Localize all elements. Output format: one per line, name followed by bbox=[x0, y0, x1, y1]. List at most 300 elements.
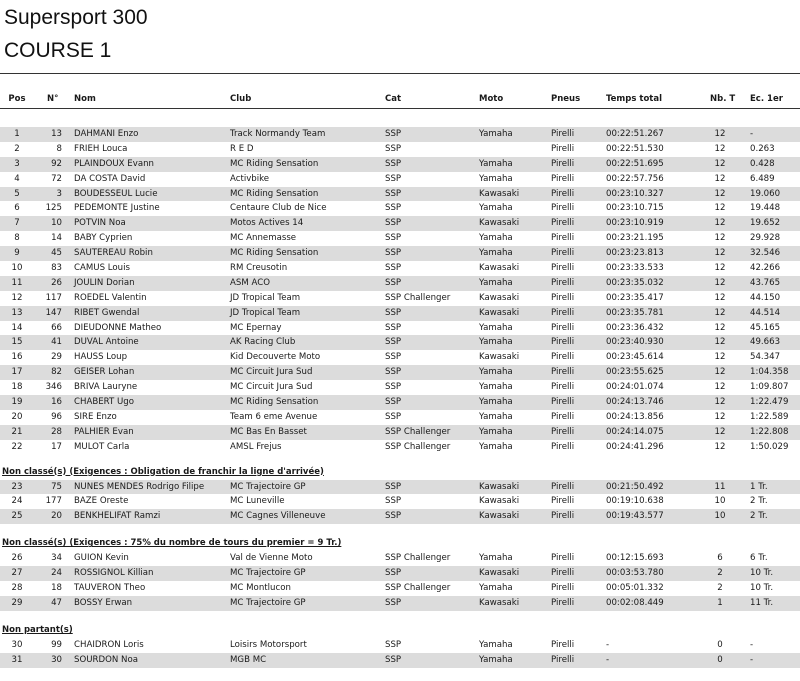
cell-temps: 00:24:13.746 bbox=[606, 397, 664, 408]
cell-moto: Yamaha bbox=[479, 129, 513, 139]
cell-nom: DA COSTA David bbox=[74, 173, 146, 184]
cell-num: 83 bbox=[51, 263, 62, 274]
cell-cat: SSP bbox=[385, 322, 402, 333]
header-club: Club bbox=[230, 94, 252, 104]
cell-nom: HAUSS Loup bbox=[74, 352, 128, 363]
cell-cat: SSP bbox=[385, 654, 402, 665]
cell-temps: 00:24:14.075 bbox=[606, 426, 664, 437]
cell-pos: 13 bbox=[11, 307, 23, 318]
cell-cat: SSP bbox=[385, 173, 402, 184]
cell-cat: SSP bbox=[385, 397, 402, 408]
table-row bbox=[0, 246, 800, 261]
cell-pos: 14 bbox=[11, 322, 23, 333]
cell-pos: 30 bbox=[11, 639, 23, 650]
cell-num: 41 bbox=[51, 337, 62, 348]
cell-nom: GEISER Lohan bbox=[74, 367, 135, 378]
cell-temps: 00:23:35.781 bbox=[606, 307, 664, 318]
cell-club: Motos Actives 14 bbox=[230, 218, 304, 229]
cell-ec: 1:04.358 bbox=[750, 367, 789, 378]
cell-num: 92 bbox=[51, 158, 62, 169]
section-spacer bbox=[0, 611, 800, 623]
cell-moto: Yamaha bbox=[479, 441, 513, 452]
cell-ec: 10 Tr. bbox=[750, 583, 774, 594]
cell-ec: 1:50.029 bbox=[750, 441, 789, 452]
cell-temps: 00:23:23.813 bbox=[606, 248, 664, 259]
cell-pos: 24 bbox=[11, 496, 23, 507]
table-row bbox=[0, 157, 800, 172]
table-row bbox=[0, 350, 800, 365]
cell-nom: BENKHELIFAT Ramzi bbox=[74, 511, 161, 522]
cell-nbt: 12 bbox=[714, 158, 726, 169]
cell-num: 13 bbox=[51, 129, 62, 139]
cell-nbt: 12 bbox=[714, 129, 726, 139]
cell-moto: Kawasaki bbox=[479, 511, 520, 522]
cell-ec: 10 Tr. bbox=[750, 568, 774, 579]
cell-pos: 10 bbox=[11, 263, 23, 274]
cell-nom: BOSSY Erwan bbox=[74, 597, 133, 608]
cell-pos: 21 bbox=[11, 426, 23, 437]
cell-num: 96 bbox=[51, 411, 62, 422]
cell-nbt: 12 bbox=[714, 307, 726, 318]
cell-nom: JOULIN Dorian bbox=[74, 277, 135, 288]
cell-nbt: 12 bbox=[714, 233, 726, 244]
cell-club: R E D bbox=[230, 143, 254, 154]
table-row bbox=[0, 566, 800, 581]
section-spacer bbox=[0, 455, 800, 465]
cell-nbt: 2 bbox=[717, 568, 723, 579]
cell-cat: SSP bbox=[385, 382, 402, 393]
table-row bbox=[0, 127, 800, 142]
cell-pos: 4 bbox=[14, 173, 20, 184]
cell-pneus: Pirelli bbox=[551, 639, 575, 650]
cell-temps: - bbox=[606, 654, 610, 665]
cell-moto: Yamaha bbox=[479, 397, 513, 408]
cell-nom: POTVIN Noa bbox=[74, 218, 126, 229]
cell-temps: 00:24:01.074 bbox=[606, 382, 664, 393]
cell-pos: 6 bbox=[14, 203, 20, 214]
cell-pos: 31 bbox=[11, 654, 23, 665]
cell-temps: 00:22:51.267 bbox=[606, 129, 664, 139]
cell-cat: SSP bbox=[385, 411, 402, 422]
cell-pneus: Pirelli bbox=[551, 292, 575, 303]
cell-cat: SSP bbox=[385, 307, 402, 318]
cell-cat: SSP Challenger bbox=[385, 441, 451, 452]
cell-nom: GUION Kevin bbox=[74, 553, 129, 564]
cell-club: MC Riding Sensation bbox=[230, 248, 319, 259]
cell-num: 45 bbox=[51, 248, 62, 259]
cell-pos: 2 bbox=[14, 143, 20, 154]
cell-nom: BAZE Oreste bbox=[74, 496, 129, 507]
cell-moto: Yamaha bbox=[479, 277, 513, 288]
table-row bbox=[0, 187, 800, 202]
cell-moto: Yamaha bbox=[479, 382, 513, 393]
cell-cat: SSP bbox=[385, 337, 402, 348]
header-rule bbox=[0, 108, 800, 109]
cell-club: MC Riding Sensation bbox=[230, 158, 319, 169]
cell-ec: 19.652 bbox=[750, 218, 781, 229]
cell-ec: - bbox=[750, 639, 754, 650]
cell-ec: 49.663 bbox=[750, 337, 781, 348]
cell-club: Val de Vienne Moto bbox=[230, 553, 313, 564]
cell-nom: DIEUDONNE Matheo bbox=[74, 322, 162, 333]
cell-nbt: 0 bbox=[717, 654, 723, 665]
cell-temps: 00:23:35.417 bbox=[606, 292, 664, 303]
cell-club: MC Luneville bbox=[230, 496, 285, 507]
cell-temps: 00:05:01.332 bbox=[606, 583, 664, 594]
cell-pneus: Pirelli bbox=[551, 441, 575, 452]
cell-nom: DUVAL Antoine bbox=[74, 337, 139, 348]
cell-pos: 16 bbox=[11, 352, 23, 363]
cell-ec: 11 Tr. bbox=[750, 597, 774, 608]
cell-moto: Yamaha bbox=[479, 426, 513, 437]
cell-num: 10 bbox=[51, 218, 62, 229]
cell-pos: 20 bbox=[11, 411, 23, 422]
cell-pos: 7 bbox=[14, 218, 20, 229]
cell-temps: 00:22:51.695 bbox=[606, 158, 664, 169]
cell-pneus: Pirelli bbox=[551, 322, 575, 333]
cell-pneus: Pirelli bbox=[551, 411, 575, 422]
cell-pos: 1 bbox=[14, 129, 20, 139]
cell-num: 66 bbox=[51, 322, 62, 333]
cell-moto: Kawasaki bbox=[479, 496, 520, 507]
cell-nbt: 12 bbox=[714, 441, 726, 452]
cell-moto: Kawasaki bbox=[479, 481, 520, 492]
table-row bbox=[0, 335, 800, 350]
cell-temps: 00:21:50.492 bbox=[606, 481, 664, 492]
table-row bbox=[0, 638, 800, 653]
document-title: Supersport 300 bbox=[4, 6, 148, 29]
cell-nbt: 1 bbox=[717, 597, 723, 608]
cell-num: 147 bbox=[45, 307, 62, 318]
cell-moto: Kawasaki bbox=[479, 263, 520, 274]
table-row bbox=[0, 395, 800, 410]
table-row bbox=[0, 596, 800, 611]
cell-club: AK Racing Club bbox=[230, 337, 296, 348]
cell-nom: PLAINDOUX Evann bbox=[74, 158, 154, 169]
header-ec: Ec. 1er bbox=[750, 94, 783, 104]
cell-pneus: Pirelli bbox=[551, 597, 575, 608]
cell-nbt: 12 bbox=[714, 337, 726, 348]
cell-pos: 9 bbox=[14, 248, 20, 259]
cell-moto: Kawasaki bbox=[479, 188, 520, 199]
cell-pneus: Pirelli bbox=[551, 426, 575, 437]
header-cat: Cat bbox=[385, 94, 402, 104]
cell-nom: RIBET Gwendal bbox=[74, 307, 140, 318]
header-num: N° bbox=[47, 94, 59, 104]
cell-num: 3 bbox=[56, 188, 62, 199]
cell-temps: 00:22:57.756 bbox=[606, 173, 664, 184]
table-row bbox=[0, 306, 800, 321]
cell-moto: Yamaha bbox=[479, 367, 513, 378]
cell-pos: 12 bbox=[11, 292, 23, 303]
cell-ec: 44.150 bbox=[750, 292, 781, 303]
cell-num: 346 bbox=[45, 382, 62, 393]
cell-pos: 3 bbox=[14, 158, 20, 169]
cell-num: 17 bbox=[51, 441, 62, 452]
cell-cat: SSP bbox=[385, 233, 402, 244]
cell-temps: 00:24:41.296 bbox=[606, 441, 664, 452]
cell-club: Kid Decouverte Moto bbox=[230, 352, 321, 363]
cell-num: 99 bbox=[51, 639, 62, 650]
section-spacer bbox=[0, 524, 800, 536]
cell-nom: MULOT Carla bbox=[74, 441, 130, 452]
cell-pneus: Pirelli bbox=[551, 158, 575, 169]
cell-num: 8 bbox=[56, 143, 62, 154]
cell-pneus: Pirelli bbox=[551, 277, 575, 288]
cell-nbt: 12 bbox=[714, 397, 726, 408]
cell-num: 28 bbox=[51, 426, 62, 437]
cell-pos: 5 bbox=[14, 188, 20, 199]
cell-cat: SSP bbox=[385, 352, 402, 363]
cell-moto: Kawasaki bbox=[479, 218, 520, 229]
cell-num: 82 bbox=[51, 367, 62, 378]
cell-pneus: Pirelli bbox=[551, 203, 575, 214]
cell-nom: TAUVERON Theo bbox=[74, 583, 146, 594]
cell-pneus: Pirelli bbox=[551, 553, 575, 564]
cell-club: MC Riding Sensation bbox=[230, 397, 319, 408]
table-row bbox=[0, 365, 800, 380]
cell-ec: 0.263 bbox=[750, 143, 775, 154]
cell-num: 30 bbox=[51, 654, 62, 665]
header-nom: Nom bbox=[74, 94, 96, 104]
cell-pneus: Pirelli bbox=[551, 218, 575, 229]
cell-cat: SSP bbox=[385, 597, 402, 608]
cell-pneus: Pirelli bbox=[551, 188, 575, 199]
cell-cat: SSP bbox=[385, 639, 402, 650]
cell-club: MC Circuit Jura Sud bbox=[230, 367, 313, 378]
cell-nom: CAMUS Louis bbox=[74, 263, 130, 274]
cell-temps: 00:23:40.930 bbox=[606, 337, 664, 348]
cell-moto: Kawasaki bbox=[479, 352, 520, 363]
table-row bbox=[0, 410, 800, 425]
table-row bbox=[0, 494, 800, 509]
table-row bbox=[0, 216, 800, 231]
cell-nbt: 12 bbox=[714, 218, 726, 229]
cell-nbt: 12 bbox=[714, 248, 726, 259]
cell-num: 125 bbox=[45, 203, 62, 214]
cell-num: 177 bbox=[45, 496, 62, 507]
cell-moto: Kawasaki bbox=[479, 597, 520, 608]
cell-nom: SAUTEREAU Robin bbox=[74, 248, 153, 259]
cell-temps: 00:19:10.638 bbox=[606, 496, 664, 507]
cell-num: 20 bbox=[51, 511, 62, 522]
cell-ec: - bbox=[750, 129, 754, 139]
cell-ec: 1:09.807 bbox=[750, 382, 789, 393]
header-nbt: Nb. T bbox=[710, 94, 736, 104]
cell-cat: SSP Challenger bbox=[385, 292, 451, 303]
table-row bbox=[0, 231, 800, 246]
cell-pos: 23 bbox=[11, 481, 23, 492]
cell-pos: 28 bbox=[11, 583, 23, 594]
cell-num: 72 bbox=[51, 173, 62, 184]
cell-club: MGB MC bbox=[230, 654, 267, 665]
cell-nbt: 12 bbox=[714, 382, 726, 393]
header-temps: Temps total bbox=[606, 94, 663, 104]
cell-nbt: 12 bbox=[714, 411, 726, 422]
table-row bbox=[0, 551, 800, 566]
cell-moto: Yamaha bbox=[479, 322, 513, 333]
table-row bbox=[0, 172, 800, 187]
cell-temps: 00:03:53.780 bbox=[606, 568, 664, 579]
cell-cat: SSP bbox=[385, 367, 402, 378]
cell-nom: DAHMANI Enzo bbox=[74, 129, 139, 139]
cell-cat: SSP bbox=[385, 203, 402, 214]
cell-nom: NUNES MENDES Rodrigo Filipe bbox=[74, 481, 205, 492]
cell-cat: SSP bbox=[385, 188, 402, 199]
cell-pneus: Pirelli bbox=[551, 352, 575, 363]
section-title: Non partant(s) bbox=[2, 624, 73, 635]
table-header bbox=[0, 92, 800, 107]
cell-moto: Yamaha bbox=[479, 654, 513, 665]
section-title: Non classé(s) (Exigences : 75% du nombre de tours du premier = 9 Tr.) bbox=[2, 538, 342, 549]
cell-nbt: 12 bbox=[714, 188, 726, 199]
table-row bbox=[0, 440, 800, 455]
table-row bbox=[0, 380, 800, 395]
document-subtitle: COURSE 1 bbox=[4, 39, 112, 62]
cell-moto: Yamaha bbox=[479, 173, 513, 184]
cell-ec: 1:22.808 bbox=[750, 426, 789, 437]
cell-nbt: 12 bbox=[714, 322, 726, 333]
cell-pneus: Pirelli bbox=[551, 307, 575, 318]
cell-ec: 6.489 bbox=[750, 173, 775, 184]
cell-ec: 32.546 bbox=[750, 248, 781, 259]
cell-pneus: Pirelli bbox=[551, 568, 575, 579]
cell-club: Team 6 eme Avenue bbox=[230, 411, 318, 422]
cell-nom: ROSSIGNOL Killian bbox=[74, 568, 154, 579]
cell-nom: CHAIDRON Loris bbox=[74, 639, 144, 650]
cell-club: MC Montlucon bbox=[230, 583, 291, 594]
header-moto: Moto bbox=[479, 94, 504, 104]
table-row bbox=[0, 276, 800, 291]
cell-pneus: Pirelli bbox=[551, 382, 575, 393]
cell-club: MC Annemasse bbox=[230, 233, 297, 244]
cell-num: 34 bbox=[51, 553, 62, 564]
cell-num: 117 bbox=[45, 292, 62, 303]
cell-nbt: 12 bbox=[714, 203, 726, 214]
cell-pos: 11 bbox=[11, 277, 23, 288]
cell-cat: SSP bbox=[385, 248, 402, 259]
cell-pos: 26 bbox=[11, 553, 23, 564]
cell-ec: 19.060 bbox=[750, 188, 781, 199]
cell-nom: SOURDON Noa bbox=[74, 654, 138, 665]
cell-ec: 19.448 bbox=[750, 203, 781, 214]
cell-moto: Yamaha bbox=[479, 639, 513, 650]
cell-nbt: 12 bbox=[714, 173, 726, 184]
cell-ec: 1:22.479 bbox=[750, 397, 789, 408]
cell-temps: 00:23:55.625 bbox=[606, 367, 664, 378]
cell-ec: 44.514 bbox=[750, 307, 781, 318]
cell-nbt: 12 bbox=[714, 143, 726, 154]
cell-moto: Yamaha bbox=[479, 411, 513, 422]
cell-nbt: 10 bbox=[714, 496, 726, 507]
cell-num: 29 bbox=[51, 352, 62, 363]
header-pos: Pos bbox=[8, 94, 26, 104]
cell-club: MC Trajectoire GP bbox=[230, 597, 306, 608]
cell-num: 14 bbox=[51, 233, 62, 244]
section-title: Non classé(s) (Exigences : Obligation de franchir la ligne d'arrivée) bbox=[2, 466, 324, 477]
cell-nbt: 12 bbox=[714, 426, 726, 437]
cell-nom: CHABERT Ugo bbox=[74, 397, 134, 408]
cell-pneus: Pirelli bbox=[551, 397, 575, 408]
cell-nom: BABY Cyprien bbox=[74, 233, 133, 244]
cell-num: 47 bbox=[51, 597, 62, 608]
cell-moto: Yamaha bbox=[479, 583, 513, 594]
cell-temps: 00:24:13.856 bbox=[606, 411, 664, 422]
cell-ec: 45.165 bbox=[750, 322, 781, 333]
cell-nbt: 12 bbox=[714, 277, 726, 288]
cell-num: 26 bbox=[51, 277, 62, 288]
top-rule bbox=[0, 73, 800, 74]
cell-club: MC Circuit Jura Sud bbox=[230, 382, 313, 393]
results-table bbox=[0, 127, 800, 668]
cell-pneus: Pirelli bbox=[551, 496, 575, 507]
cell-ec: 2 Tr. bbox=[750, 511, 768, 522]
cell-moto: Yamaha bbox=[479, 158, 513, 169]
cell-pos: 22 bbox=[11, 441, 23, 452]
table-row bbox=[0, 261, 800, 276]
cell-club: MC Epernay bbox=[230, 322, 282, 333]
cell-ec: 1 Tr. bbox=[750, 481, 768, 492]
cell-ec: 1:22.589 bbox=[750, 411, 789, 422]
cell-nom: ROEDEL Valentin bbox=[74, 292, 147, 303]
cell-nbt: 0 bbox=[717, 639, 723, 650]
cell-ec: 54.347 bbox=[750, 352, 781, 363]
cell-pneus: Pirelli bbox=[551, 481, 575, 492]
cell-moto: Yamaha bbox=[479, 233, 513, 244]
cell-nom: PEDEMONTE Justine bbox=[74, 203, 160, 214]
cell-club: Loisirs Motorsport bbox=[230, 639, 307, 650]
cell-cat: SSP bbox=[385, 158, 402, 169]
cell-pos: 18 bbox=[11, 382, 23, 393]
cell-nbt: 11 bbox=[714, 481, 726, 492]
cell-cat: SSP Challenger bbox=[385, 553, 451, 564]
cell-pneus: Pirelli bbox=[551, 337, 575, 348]
cell-pneus: Pirelli bbox=[551, 654, 575, 665]
cell-moto: Kawasaki bbox=[479, 568, 520, 579]
cell-temps: 00:23:10.327 bbox=[606, 188, 664, 199]
cell-pos: 29 bbox=[11, 597, 23, 608]
cell-temps: 00:02:08.449 bbox=[606, 597, 664, 608]
cell-club: RM Creusotin bbox=[230, 263, 288, 274]
cell-num: 75 bbox=[51, 481, 62, 492]
cell-cat: SSP Challenger bbox=[385, 583, 451, 594]
cell-club: MC Cagnes Villeneuve bbox=[230, 511, 326, 522]
cell-nbt: 6 bbox=[717, 553, 723, 564]
cell-cat: SSP bbox=[385, 277, 402, 288]
table-row bbox=[0, 321, 800, 336]
cell-temps: 00:23:10.919 bbox=[606, 218, 664, 229]
cell-club: Track Normandy Team bbox=[230, 129, 326, 139]
cell-moto: Yamaha bbox=[479, 248, 513, 259]
cell-club: MC Bas En Basset bbox=[230, 426, 307, 437]
cell-nom: BRIVA Lauryne bbox=[74, 382, 138, 393]
cell-pos: 15 bbox=[11, 337, 23, 348]
table-row bbox=[0, 509, 800, 524]
cell-pos: 17 bbox=[11, 367, 23, 378]
cell-moto: Yamaha bbox=[479, 553, 513, 564]
cell-moto: Kawasaki bbox=[479, 292, 520, 303]
table-row bbox=[0, 653, 800, 668]
cell-temps: 00:23:33.533 bbox=[606, 263, 664, 274]
header-pneus: Pneus bbox=[551, 94, 581, 104]
cell-club: MC Trajectoire GP bbox=[230, 568, 306, 579]
cell-pneus: Pirelli bbox=[551, 248, 575, 259]
cell-pneus: Pirelli bbox=[551, 583, 575, 594]
cell-pneus: Pirelli bbox=[551, 511, 575, 522]
cell-club: JD Tropical Team bbox=[230, 292, 301, 303]
cell-cat: SSP bbox=[385, 511, 402, 522]
table-row bbox=[0, 425, 800, 440]
